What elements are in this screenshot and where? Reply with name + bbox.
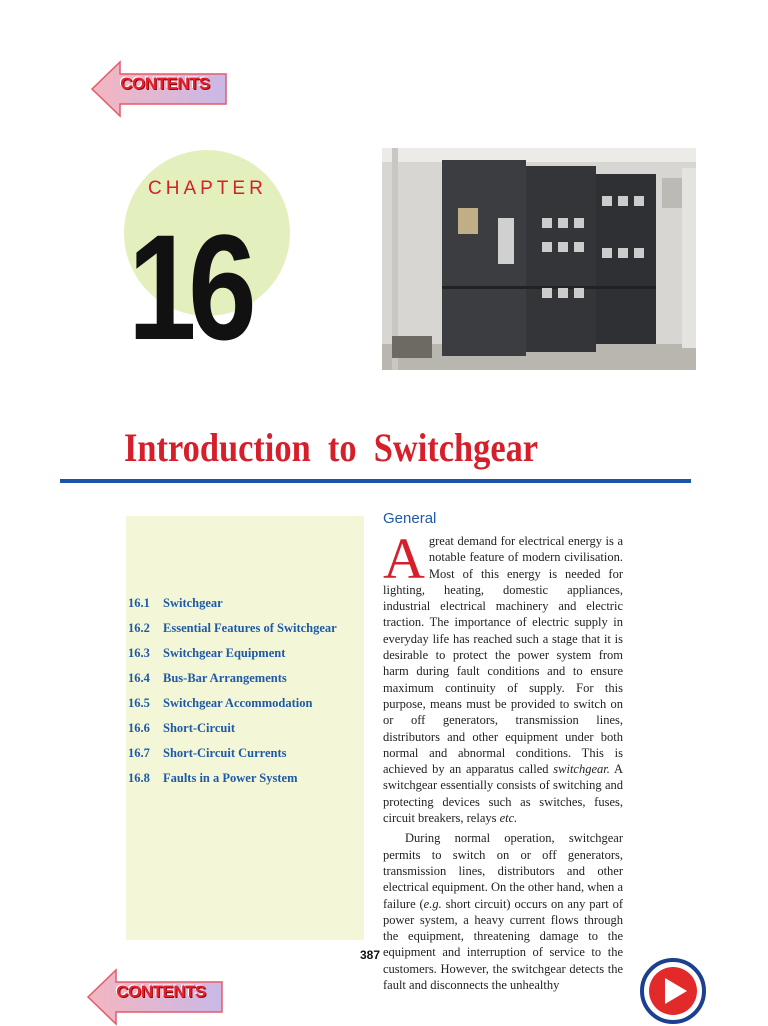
toc-item-short-circuit[interactable]: 16.6 Short-Circuit: [128, 721, 235, 735]
toc-item-essential-features[interactable]: 16.2 Essential Features of Switchgear: [128, 621, 337, 635]
paragraph-2: During normal operation, switchgear permits to switch on or off generators, transmission lines, distributors and other electrical equipment. On the other hand, when a failure (e.g. short circuit) occurs on any part of power system, a heavy current flows through the equipment, threatening damage to the equipment and interruption of service to the customers. However, the switchgear detects the fault and disconnects the unhealthy: [383, 831, 624, 993]
toc-item-switchgear-accommodation[interactable]: 16.5 Switchgear Accommodation: [128, 696, 313, 710]
body-text: [383, 526, 624, 993]
next-page-play-icon[interactable]: [640, 958, 706, 1024]
section-heading: General: [383, 510, 437, 527]
toc-item-short-circuit-currents[interactable]: 16.7 Short-Circuit Currents: [128, 746, 287, 760]
contents-label: CONTENTS: [120, 74, 210, 93]
title-rule: [60, 479, 691, 483]
contents-label: CONTENTS: [116, 982, 206, 1001]
toc-item-bus-bar-arrangements[interactable]: 16.4 Bus-Bar Arrangements: [128, 671, 287, 685]
drop-cap: A: [383, 526, 425, 591]
chapter-label: CHAPTER: [148, 178, 267, 199]
toc-item-switchgear[interactable]: 16.1 Switchgear: [128, 596, 223, 610]
contents-button-top[interactable]: [90, 60, 230, 118]
page-number: 387: [360, 948, 381, 962]
toc-item-switchgear-equipment[interactable]: 16.3 Switchgear Equipment: [128, 646, 286, 660]
switchgear-photo: [382, 148, 696, 370]
paragraph-1: A great demand for electrical energy is a notable feature of modern civilisation. Most of this energy is needed for lighting, heating, domestic appliances, industrial electrical machinery and electric traction. The importance of electric supply in everyday life has reached such a stage that it is desirable to protect the power system from harm during fault conditions and to ensure maximum continuity of supply. For this purpose, means must be provided to switch on or off generators, transmission lines, distributors and other equipment under both normal and abnormal conditions. This is achieved by an apparatus called switchgear. A switchgear essentially consists of switching and protecting devices such as switches, fuses, circuit breakers, relays etc.: [383, 526, 623, 826]
toc-list: [128, 596, 337, 796]
chapter-title: Introduction to Switchgear: [124, 425, 539, 470]
contents-button-bottom[interactable]: [86, 968, 226, 1026]
toc-item-faults[interactable]: 16.8 Faults in a Power System: [128, 771, 298, 785]
chapter-number: 16: [128, 203, 249, 371]
